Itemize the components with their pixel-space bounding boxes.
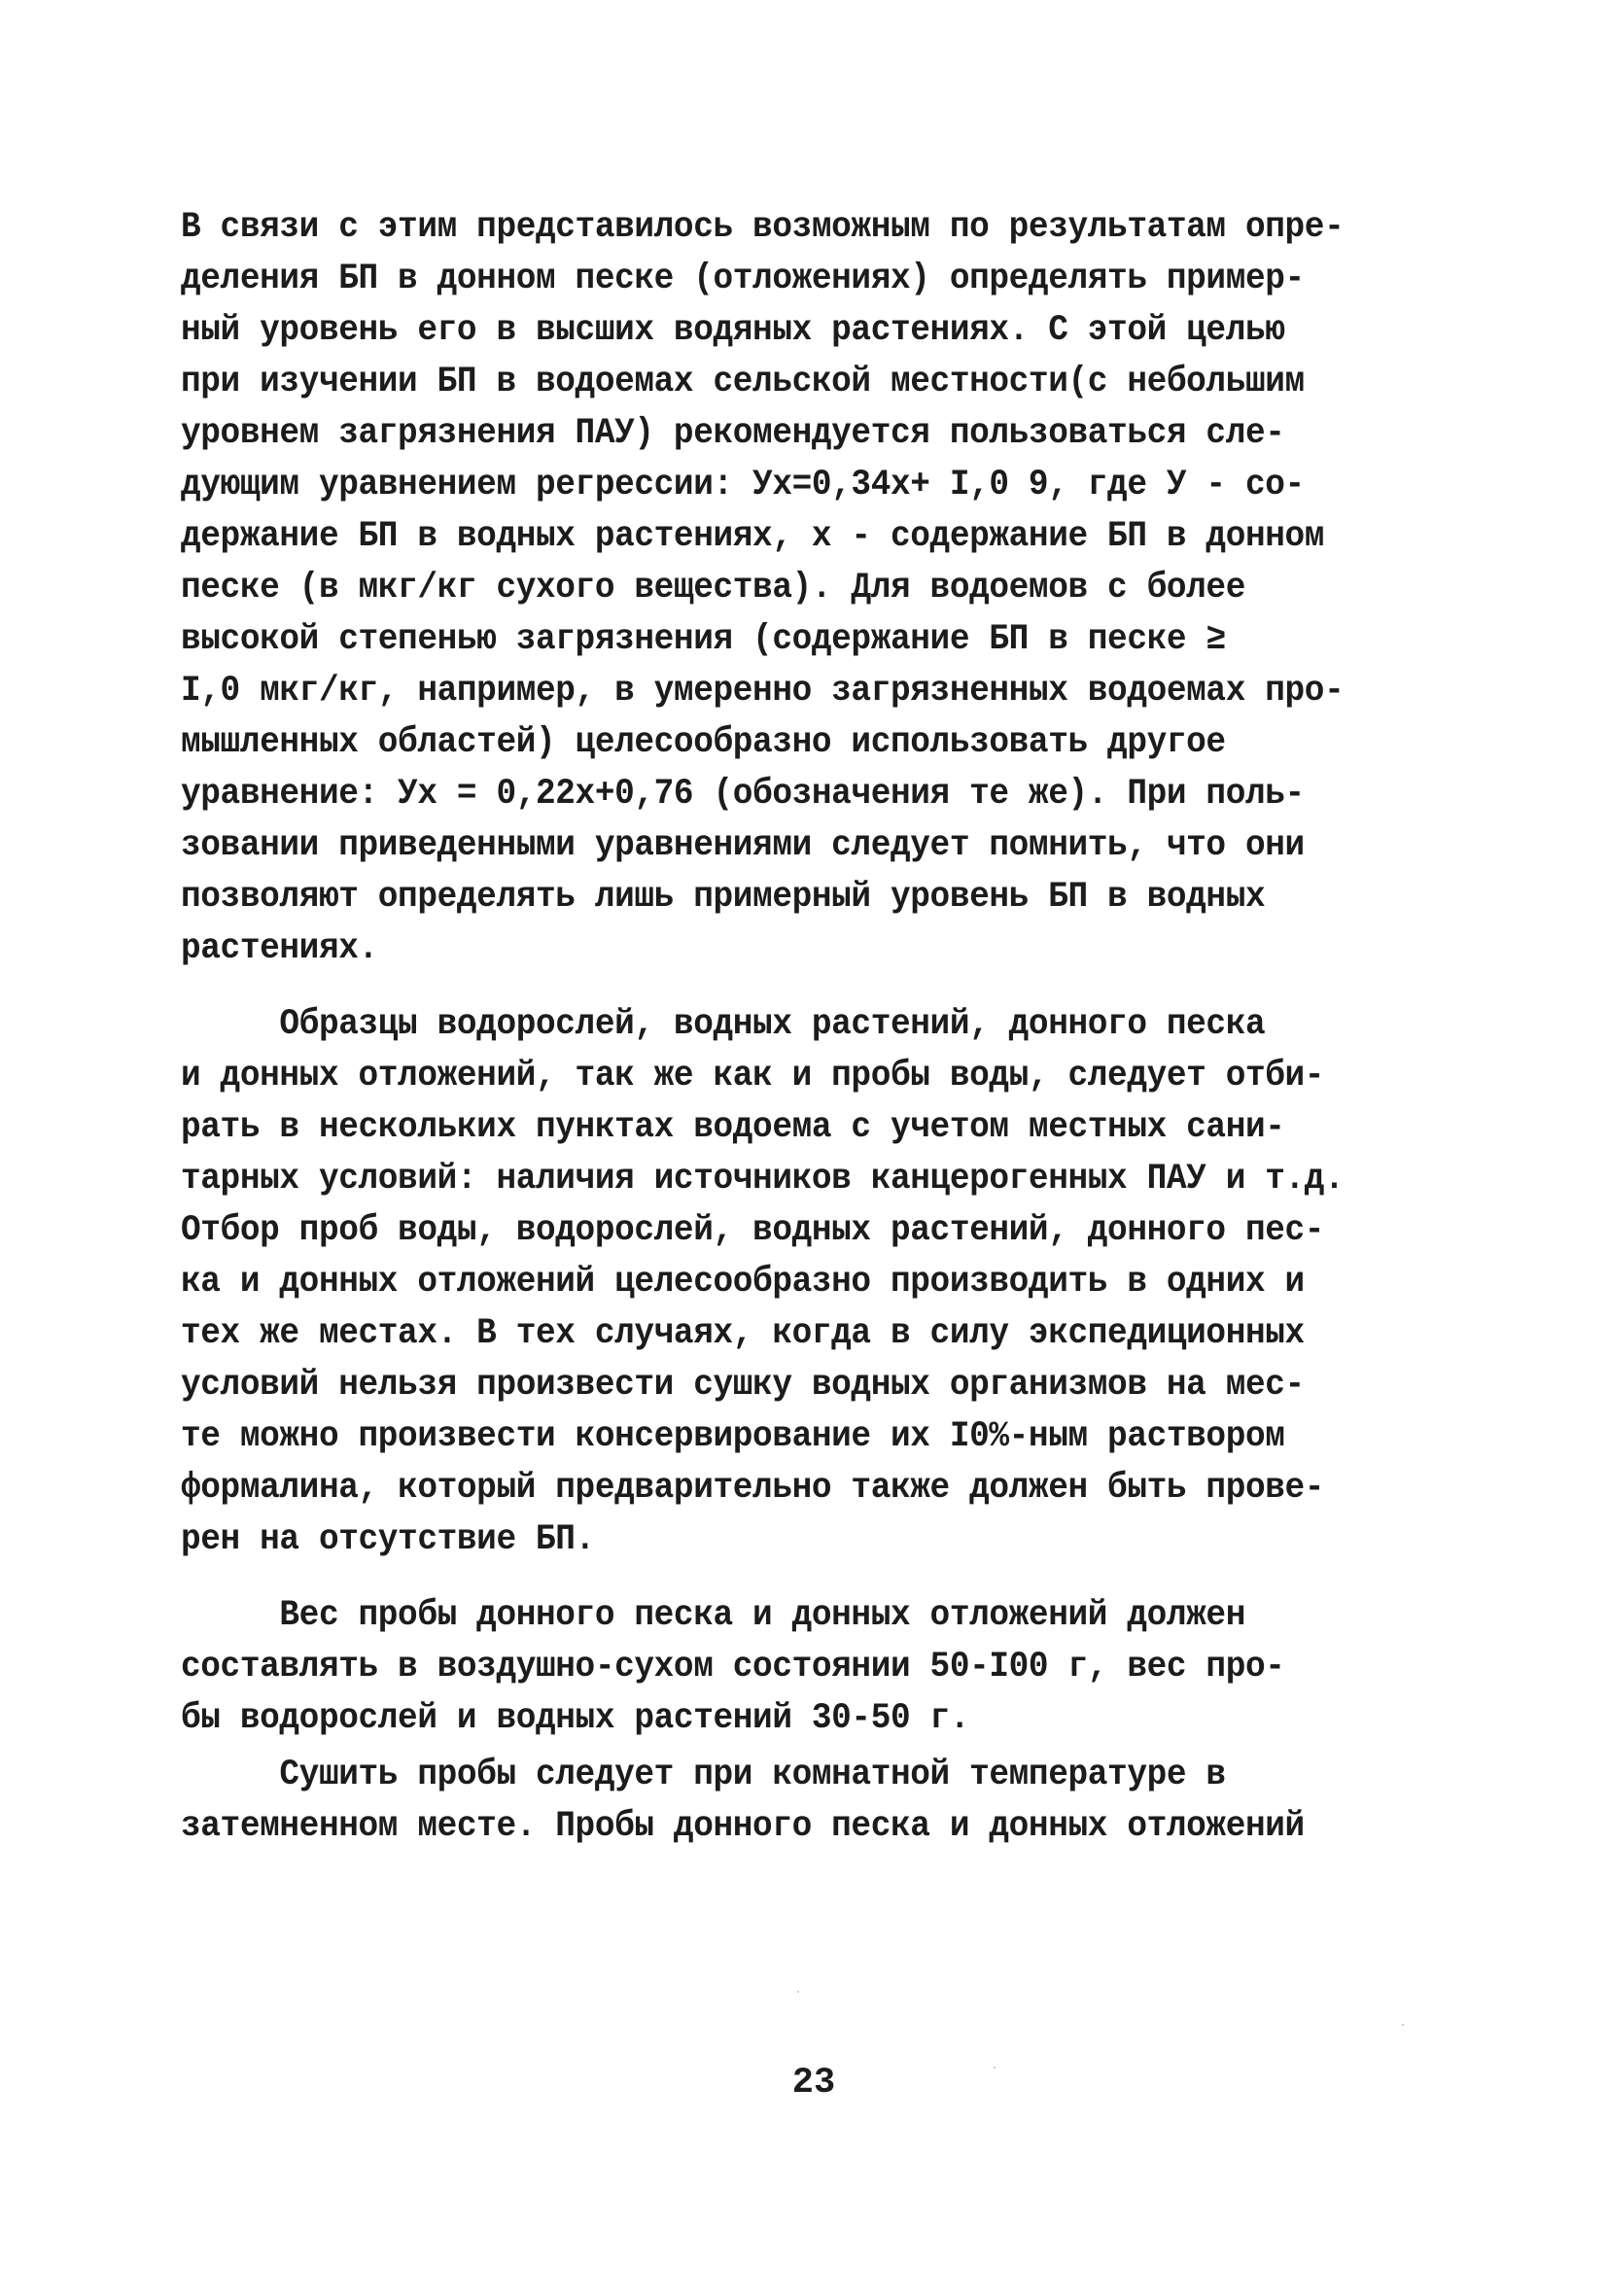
paragraph-sample-weight [181,1590,1445,1745]
text-line: мышленных областей) целесообразно использовать другое [181,722,1226,763]
text-line: и донных отложений, так же как и пробы воды, следует отби- [181,1056,1325,1096]
text-line: Вес пробы донного песка и донных отложений должен [181,1595,1245,1636]
text-line: те можно произвести консервирование их I0%-ным раствором [181,1416,1285,1457]
text-line: уровнем загрязнения ПАУ) рекомендуется пользоваться сле- [181,413,1285,454]
text-line: условий нельзя произвести сушку водных организмов на мес- [181,1365,1305,1406]
text-line: составлять в воздушно-сухом состоянии 50-I00 г, вес про- [181,1647,1285,1687]
text-line: высокой степенью загрязнения (содержание БП в песке ≥ [181,619,1226,660]
text-line: тарных условий: наличия источников канцерогенных ПАУ и т.д. [181,1159,1345,1200]
text-line: позволяют определять лишь примерный уровень БП в водных [181,877,1266,918]
text-line: рен на отсутствие БП. [181,1519,595,1560]
text-line: бы водорослей и водных растений 30-50 г. [181,1698,970,1739]
text-line: В связи с этим представилось возможным по результатам опре- [181,207,1345,248]
text-line: формалина, который предварительно также должен быть прове- [181,1468,1325,1509]
text-line: растениях. [181,928,378,969]
text-line: ка и донных отложений целесообразно производить в одних и [181,1262,1305,1303]
paragraph-drying [181,1750,1445,1853]
text-line: Образцы водорослей, водных растений, донного песка [181,1004,1266,1045]
text-line: песке (в мкг/кг сухого вещества). Для водоемов с более [181,568,1245,609]
text-line: I,0 мкг/кг, например, в умеренно загрязненных водоемах про- [181,671,1345,712]
text-line: Отбор проб воды, водорослей, водных растений, донного пес- [181,1210,1325,1251]
text-line: ный уровень его в высших водяных растениях. С этой целью [181,310,1285,351]
text-line: рать в нескольких пунктах водоема с учетом местных сани- [181,1107,1285,1148]
text-line: Сушить пробы следует при комнатной температуре в [181,1755,1226,1795]
body-text [181,202,1445,1853]
text-line: зовании приведенными уравнениями следует помнить, что они [181,825,1305,866]
scan-speck [797,1991,799,1993]
text-line: затемненном месте. Пробы донного песка и донных отложений [181,1806,1305,1847]
text-line: тех же местах. В тех случаях, когда в силу экспедиционных [181,1313,1305,1354]
paragraph-regression [181,202,1445,975]
text-line: дующим уравнением регрессии: Ух=0,34х+ I,0 9, где У - со- [181,465,1305,505]
text-line: держание БП в водных растениях, х - содержание БП в донном [181,516,1325,557]
scan-speck [994,2067,996,2069]
paragraph-sampling [181,999,1445,1566]
page-number: 23 [791,2063,836,2104]
text-line: уравнение: Ух = 0,22х+0,76 (обозначения те же). При поль- [181,774,1305,815]
text-line: деления БП в донном песке (отложениях) определять пример- [181,259,1305,299]
scan-speck [1402,2024,1404,2026]
text-line: при изучении БП в водоемах сельской местности(с небольшим [181,362,1305,402]
